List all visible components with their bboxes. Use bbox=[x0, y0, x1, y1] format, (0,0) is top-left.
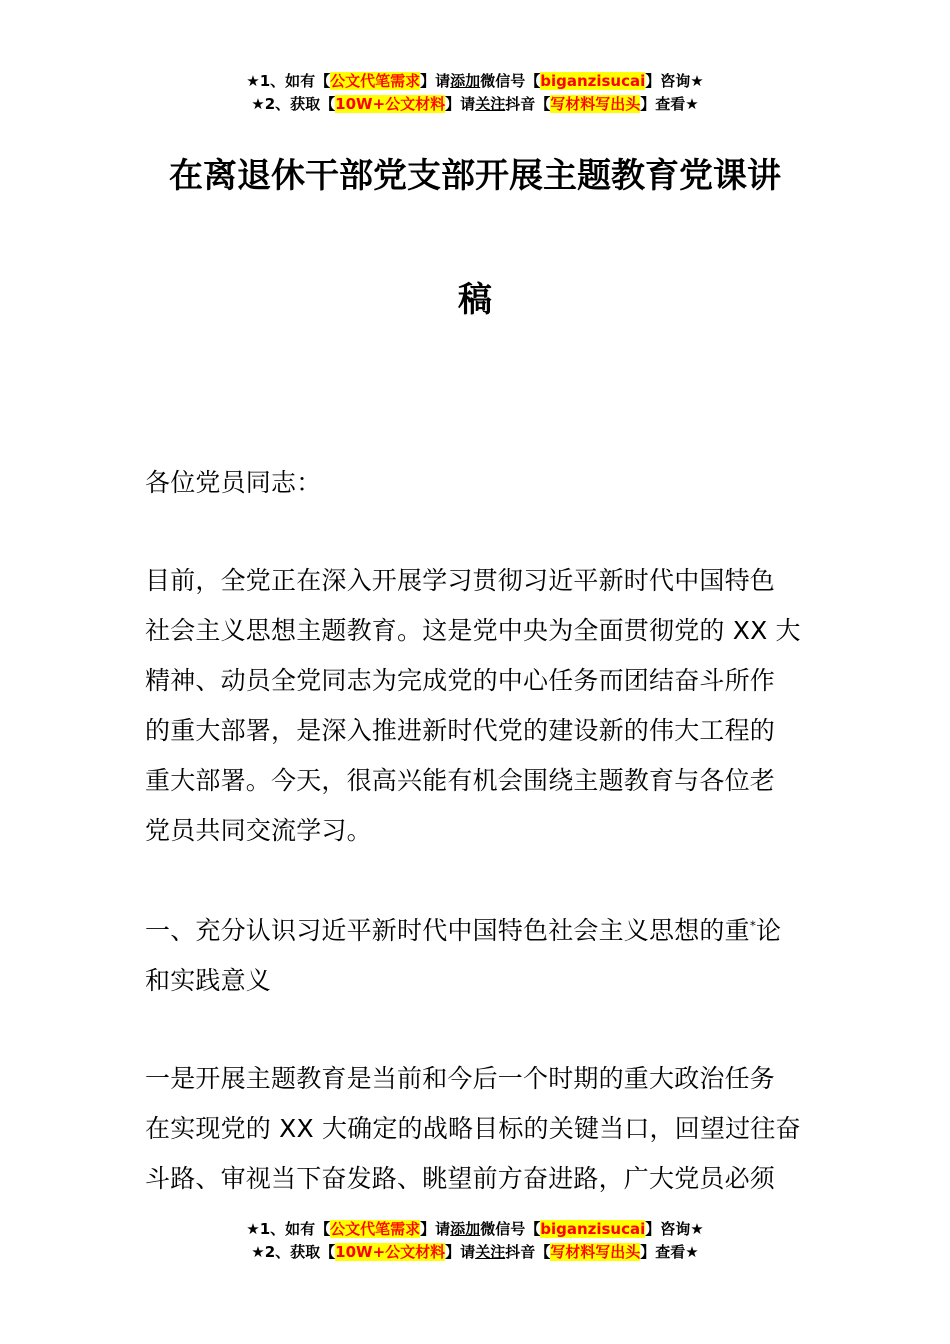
star-icon: ★ bbox=[690, 72, 704, 90]
banner-text: 】请 bbox=[420, 1220, 451, 1238]
document-title-line-1: 在离退休干部党支部开展主题教育党课讲 bbox=[169, 156, 781, 196]
star-icon: ★ bbox=[690, 1220, 704, 1238]
text-line: 和实践意义 bbox=[145, 966, 272, 995]
banner-text: 】查看 bbox=[640, 1243, 686, 1261]
document-title-line-2: 稿 bbox=[458, 280, 492, 320]
paragraph-2 bbox=[145, 1054, 810, 1204]
banner-line-2 bbox=[0, 1241, 950, 1264]
banner-text: 】查看 bbox=[640, 95, 686, 113]
banner-text: 】请 bbox=[445, 1243, 476, 1261]
banner-text: 微信号【 bbox=[480, 72, 541, 90]
text-line: 目前，全党正在深入开展学习贯彻习近平新时代中国特色 bbox=[145, 566, 776, 595]
banner-emphasis: 添加 bbox=[450, 1220, 481, 1238]
banner-text: 】请 bbox=[420, 72, 451, 90]
banner-line-1 bbox=[0, 1218, 950, 1241]
footer-banner bbox=[0, 1218, 950, 1264]
banner-line-1 bbox=[0, 70, 950, 93]
star-icon: ★ bbox=[246, 1220, 260, 1238]
text-line bbox=[145, 906, 810, 956]
banner-text: 】请 bbox=[445, 95, 476, 113]
greeting bbox=[145, 458, 810, 508]
text-line: 一是开展主题教育是当前和今后一个时期的重大政治任务 bbox=[145, 1064, 776, 1093]
text-line: 重大部署。今天，很高兴能有机会围绕主题教育与各位老 bbox=[145, 766, 776, 795]
text-line: 社会主义思想主题教育。这是党中央为全面贯彻党的 XX 大 bbox=[145, 616, 801, 645]
star-icon: ★ bbox=[685, 1243, 699, 1261]
banner-text: 抖音【 bbox=[505, 1243, 551, 1261]
heading-text: 论 bbox=[756, 916, 782, 945]
section-heading-1 bbox=[145, 906, 810, 1006]
banner-highlight: 公文代笔需求 bbox=[330, 72, 421, 90]
star-icon: ★ bbox=[251, 1243, 265, 1261]
text-line: 各位党员同志： bbox=[145, 468, 322, 497]
banner-highlight-douyin: 写材料写出头 bbox=[550, 95, 641, 113]
banner-line-2 bbox=[0, 93, 950, 116]
star-icon: ★ bbox=[685, 95, 699, 113]
banner-text: 抖音【 bbox=[505, 95, 551, 113]
text-line: 党员共同交流学习。 bbox=[145, 816, 372, 845]
header-banner bbox=[0, 70, 950, 116]
star-icon: ★ bbox=[251, 95, 265, 113]
paragraph-1 bbox=[145, 556, 810, 856]
banner-highlight-douyin: 写材料写出头 bbox=[550, 1243, 641, 1261]
text-line: 在实现党的 XX 大确定的战略目标的关键当口，回望过往奋 bbox=[145, 1114, 801, 1143]
text-line: 的重大部署，是深入推进新时代党的建设新的伟大工程的 bbox=[145, 716, 776, 745]
banner-highlight: 10W+公文材料 bbox=[335, 95, 446, 113]
banner-highlight: 公文代笔需求 bbox=[330, 1220, 421, 1238]
banner-text: 微信号【 bbox=[480, 1220, 541, 1238]
banner-text: 1、如有【 bbox=[259, 1220, 331, 1238]
banner-text: 】咨询 bbox=[645, 72, 691, 90]
banner-text: 2、获取【 bbox=[264, 95, 336, 113]
banner-highlight-wechat: biganzisucai bbox=[540, 72, 646, 90]
banner-emphasis: 关注 bbox=[475, 95, 506, 113]
banner-emphasis: 添加 bbox=[450, 72, 481, 90]
star-icon: ★ bbox=[246, 72, 260, 90]
banner-text: 】咨询 bbox=[645, 1220, 691, 1238]
banner-text: 1、如有【 bbox=[259, 72, 331, 90]
banner-highlight: 10W+公文材料 bbox=[335, 1243, 446, 1261]
banner-text: 2、获取【 bbox=[264, 1243, 336, 1261]
banner-highlight-wechat: biganzisucai bbox=[540, 1220, 646, 1238]
text-line: 精神、动员全党同志为完成党的中心任务而团结奋斗所作 bbox=[145, 666, 776, 695]
heading-text: 一、充分认识习近平新时代中国特色社会主义思想的重 bbox=[145, 916, 750, 945]
text-line: 斗路、审视当下奋发路、眺望前方奋进路，广大党员必须 bbox=[145, 1164, 776, 1193]
asterisk-mark: * bbox=[749, 918, 757, 933]
banner-emphasis: 关注 bbox=[475, 1243, 506, 1261]
